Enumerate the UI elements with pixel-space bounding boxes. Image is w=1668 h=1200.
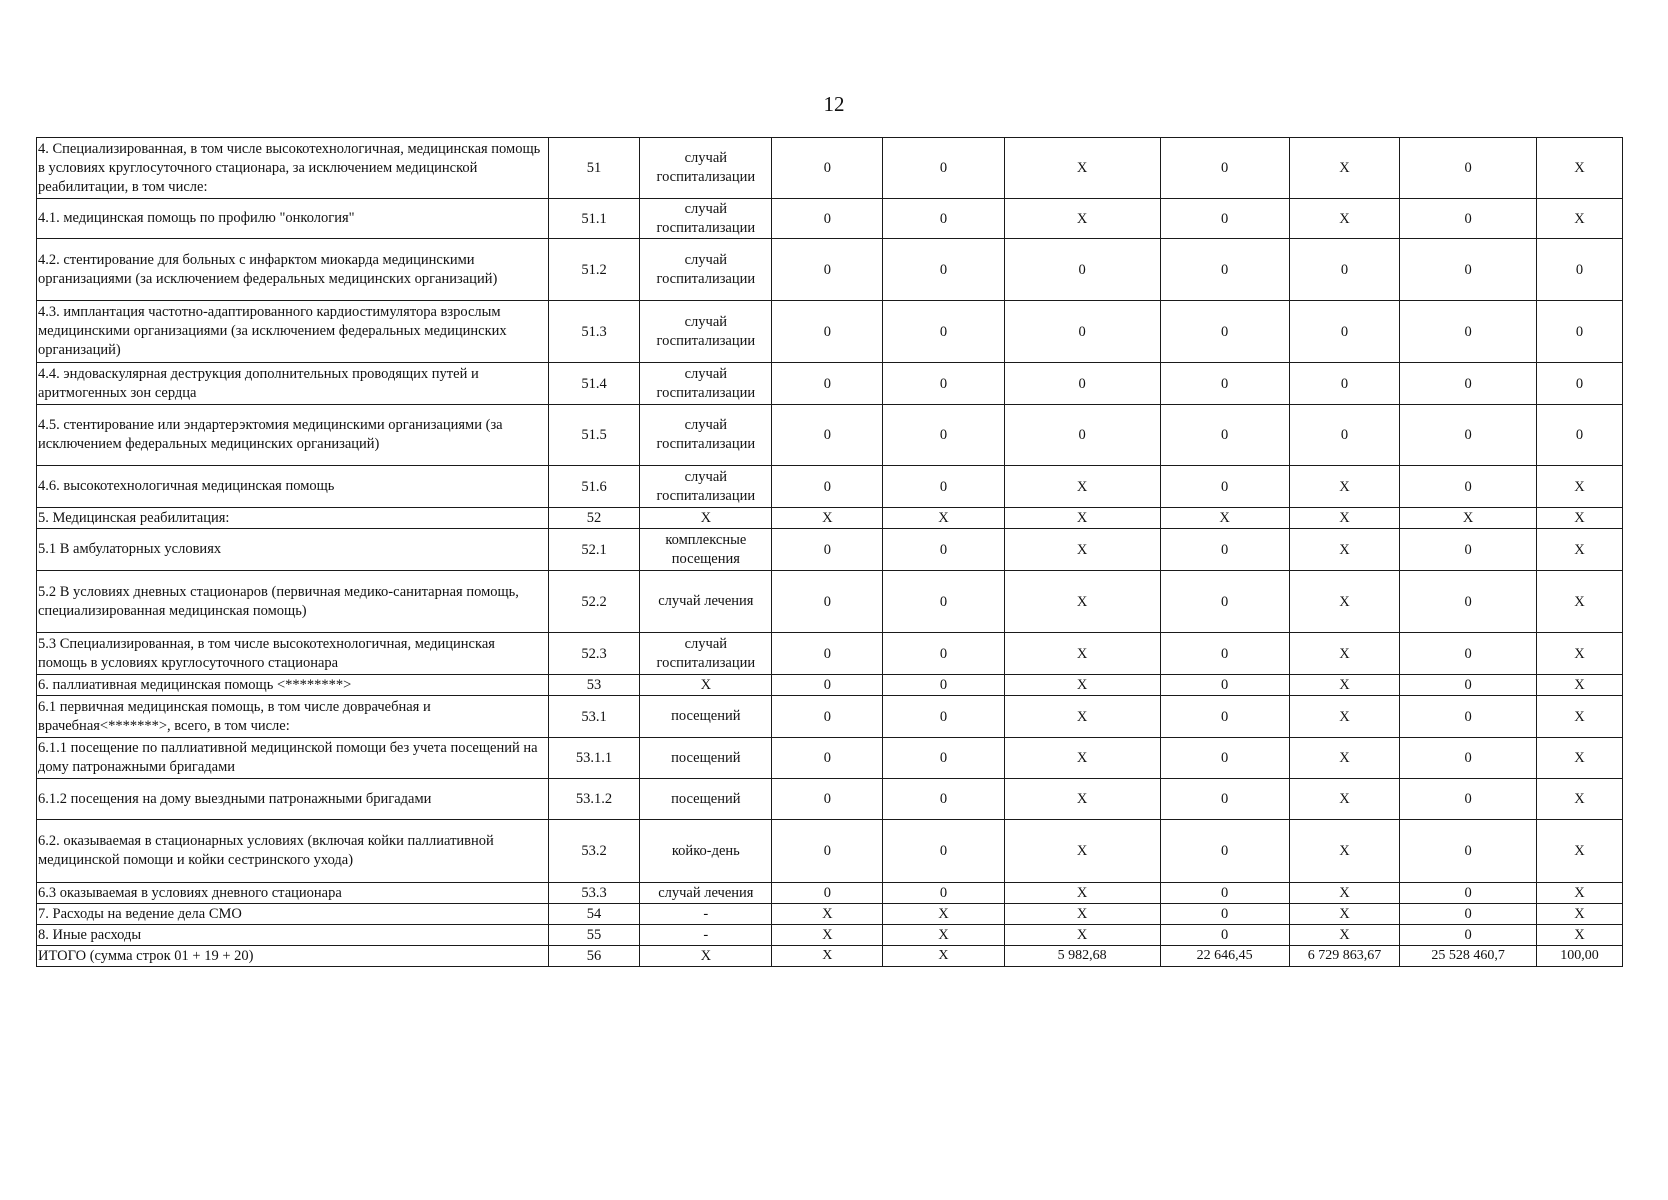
value-cell: Х <box>1004 696 1160 738</box>
value-cell: Х <box>1289 738 1400 779</box>
value-cell: Х <box>1289 904 1400 925</box>
value-cell: 0 <box>1400 529 1537 571</box>
value-cell: 0 <box>772 571 883 633</box>
value-cell: Х <box>1289 571 1400 633</box>
value-cell: 0 <box>883 405 1005 466</box>
table-row <box>37 405 1623 466</box>
value-cell: 0 <box>1160 696 1289 738</box>
table-row <box>37 633 1623 675</box>
table-row <box>37 738 1623 779</box>
value-cell: 0 <box>883 571 1005 633</box>
value-cell: 0 <box>883 199 1005 239</box>
value-cell: Х <box>1536 529 1622 571</box>
row-name-cell: 4.6. высокотехнологичная медицинская помощь <box>37 466 549 508</box>
unit-cell: случай госпитализации <box>640 405 772 466</box>
value-cell: 0 <box>1160 529 1289 571</box>
value-cell: Х <box>1536 904 1622 925</box>
value-cell: Х <box>1004 466 1160 508</box>
row-name-cell: 4.3. имплантация частотно-адаптированного кардиостимулятора взрослым медицинскими организациями (за исключением федеральных медицинских организаций) <box>37 301 549 363</box>
table-row <box>37 301 1623 363</box>
unit-cell: случай лечения <box>640 571 772 633</box>
value-cell: Х <box>1289 529 1400 571</box>
value-cell: Х <box>1004 925 1160 946</box>
value-cell: 0 <box>883 466 1005 508</box>
value-cell: Х <box>1289 466 1400 508</box>
unit-cell: Х <box>640 675 772 696</box>
value-cell: 0 <box>1160 883 1289 904</box>
table-row <box>37 571 1623 633</box>
line-number-cell: 51 <box>548 138 639 199</box>
unit-cell: случай лечения <box>640 883 772 904</box>
value-cell: Х <box>1289 779 1400 820</box>
value-cell: 0 <box>883 779 1005 820</box>
value-cell: 0 <box>883 738 1005 779</box>
value-cell: Х <box>1536 675 1622 696</box>
value-cell: 0 <box>1160 675 1289 696</box>
value-cell: 0 <box>772 779 883 820</box>
value-cell: 0 <box>772 529 883 571</box>
value-cell: 0 <box>883 529 1005 571</box>
value-cell: 0 <box>772 405 883 466</box>
line-number-cell: 53.2 <box>548 820 639 883</box>
value-cell: Х <box>1004 820 1160 883</box>
value-cell: Х <box>1536 138 1622 199</box>
row-name-cell: 6.1.2 посещения на дому выездными патронажными бригадами <box>37 779 549 820</box>
value-cell: 0 <box>772 466 883 508</box>
value-cell: 0 <box>772 696 883 738</box>
value-cell: 0 <box>1160 239 1289 301</box>
value-cell: 0 <box>883 820 1005 883</box>
value-cell: Х <box>1536 883 1622 904</box>
value-cell: Х <box>1004 633 1160 675</box>
unit-cell: случай госпитализации <box>640 633 772 675</box>
value-cell: 0 <box>1160 904 1289 925</box>
value-cell: Х <box>1289 925 1400 946</box>
unit-cell: - <box>640 925 772 946</box>
value-cell: Х <box>1536 466 1622 508</box>
table-body <box>37 138 1623 967</box>
line-number-cell: 52.2 <box>548 571 639 633</box>
value-cell: Х <box>1536 508 1622 529</box>
value-cell: Х <box>883 508 1005 529</box>
value-cell: Х <box>1289 696 1400 738</box>
row-name-cell: 5.2 В условиях дневных стационаров (первичная медико-санитарная помощь, специализированная медицинская помощь) <box>37 571 549 633</box>
unit-cell: посещений <box>640 779 772 820</box>
line-number-cell: 56 <box>548 946 639 967</box>
value-cell: Х <box>1004 571 1160 633</box>
value-cell: Х <box>1289 675 1400 696</box>
value-cell: 0 <box>1400 738 1537 779</box>
value-cell: 0 <box>1400 696 1537 738</box>
line-number-cell: 54 <box>548 904 639 925</box>
value-cell: Х <box>1004 883 1160 904</box>
row-name-cell: 7. Расходы на ведение дела СМО <box>37 904 549 925</box>
value-cell: Х <box>1004 779 1160 820</box>
value-cell: 0 <box>1004 363 1160 405</box>
row-name-cell: ИТОГО (сумма строк 01 + 19 + 20) <box>37 946 549 967</box>
value-cell: 0 <box>1289 405 1400 466</box>
line-number-cell: 52.3 <box>548 633 639 675</box>
value-cell: Х <box>1536 925 1622 946</box>
unit-cell: Х <box>640 508 772 529</box>
row-name-cell: 4. Специализированная, в том числе высокотехнологичная, медицинская помощь в условиях круглосуточного стационара, за исключением медицинской реабилитации, в том числе: <box>37 138 549 199</box>
value-cell: Х <box>1536 633 1622 675</box>
value-cell: 0 <box>1400 405 1537 466</box>
value-cell: 0 <box>1289 239 1400 301</box>
unit-cell: посещений <box>640 696 772 738</box>
table-row <box>37 363 1623 405</box>
value-cell: 0 <box>1400 199 1537 239</box>
line-number-cell: 53.1 <box>548 696 639 738</box>
value-cell: 0 <box>883 138 1005 199</box>
value-cell: Х <box>1536 820 1622 883</box>
value-cell: 0 <box>883 633 1005 675</box>
value-cell: 0 <box>772 675 883 696</box>
line-number-cell: 53.1.1 <box>548 738 639 779</box>
value-cell: 0 <box>1004 239 1160 301</box>
value-cell: Х <box>1004 508 1160 529</box>
value-cell: Х <box>1004 675 1160 696</box>
value-cell: Х <box>1289 199 1400 239</box>
unit-cell: - <box>640 904 772 925</box>
value-cell: Х <box>772 946 883 967</box>
row-name-cell: 4.4. эндоваскулярная деструкция дополнительных проводящих путей и аритмогенных зон сердца <box>37 363 549 405</box>
unit-cell: комплексные посещения <box>640 529 772 571</box>
value-cell: Х <box>1289 633 1400 675</box>
value-cell: Х <box>1004 904 1160 925</box>
value-cell: 0 <box>1160 820 1289 883</box>
value-cell: 0 <box>883 696 1005 738</box>
unit-cell: случай госпитализации <box>640 466 772 508</box>
unit-cell: случай госпитализации <box>640 199 772 239</box>
value-cell: 0 <box>772 199 883 239</box>
line-number-cell: 51.4 <box>548 363 639 405</box>
row-name-cell: 6.3 оказываемая в условиях дневного стационара <box>37 883 549 904</box>
value-cell: 0 <box>1160 779 1289 820</box>
value-cell: 0 <box>1289 363 1400 405</box>
table-row <box>37 529 1623 571</box>
value-cell: 0 <box>1400 675 1537 696</box>
value-cell: Х <box>1536 571 1622 633</box>
value-cell: Х <box>1536 738 1622 779</box>
line-number-cell: 51.5 <box>548 405 639 466</box>
data-table <box>36 137 1623 967</box>
table-row <box>37 239 1623 301</box>
value-cell: 0 <box>772 301 883 363</box>
value-cell: 0 <box>1400 363 1537 405</box>
row-name-cell: 6.1.1 посещение по паллиативной медицинской помощи без учета посещений на дому патронажными бригадами <box>37 738 549 779</box>
value-cell: 0 <box>1160 138 1289 199</box>
table-row <box>37 779 1623 820</box>
table-row <box>37 820 1623 883</box>
value-cell: Х <box>1004 529 1160 571</box>
unit-cell: случай госпитализации <box>640 138 772 199</box>
line-number-cell: 53.3 <box>548 883 639 904</box>
page-number: 12 <box>823 92 845 116</box>
value-cell: Х <box>883 946 1005 967</box>
table-row <box>37 904 1623 925</box>
value-cell: Х <box>1289 508 1400 529</box>
value-cell: Х <box>1004 738 1160 779</box>
line-number-cell: 52 <box>548 508 639 529</box>
row-name-cell: 4.5. стентирование или эндартерэктомия медицинскими организациями (за исключением федеральных медицинских организаций) <box>37 405 549 466</box>
value-cell: Х <box>772 904 883 925</box>
value-cell: 0 <box>1536 363 1622 405</box>
value-cell: 0 <box>1160 363 1289 405</box>
value-cell: Х <box>1289 820 1400 883</box>
line-number-cell: 53 <box>548 675 639 696</box>
value-cell: 0 <box>1400 239 1537 301</box>
value-cell: 0 <box>772 239 883 301</box>
table-row <box>37 946 1623 967</box>
value-cell: Х <box>883 925 1005 946</box>
value-cell: 6 729 863,67 <box>1289 946 1400 967</box>
value-cell: 0 <box>772 820 883 883</box>
value-cell: 0 <box>772 738 883 779</box>
value-cell: 0 <box>1400 466 1537 508</box>
row-name-cell: 5. Медицинская реабилитация: <box>37 508 549 529</box>
value-cell: Х <box>1289 883 1400 904</box>
row-name-cell: 4.1. медицинская помощь по профилю "онкология" <box>37 199 549 239</box>
value-cell: 0 <box>772 138 883 199</box>
row-name-cell: 5.1 В амбулаторных условиях <box>37 529 549 571</box>
value-cell: 0 <box>1004 405 1160 466</box>
value-cell: 0 <box>1160 199 1289 239</box>
row-name-cell: 5.3 Специализированная, в том числе высокотехнологичная, медицинская помощь в условиях круглосуточного стационара <box>37 633 549 675</box>
row-name-cell: 6. паллиативная медицинская помощь <********> <box>37 675 549 696</box>
value-cell: 100,00 <box>1536 946 1622 967</box>
line-number-cell: 53.1.2 <box>548 779 639 820</box>
value-cell: 0 <box>883 363 1005 405</box>
value-cell: 0 <box>1004 301 1160 363</box>
value-cell: Х <box>1004 138 1160 199</box>
value-cell: 25 528 460,7 <box>1400 946 1537 967</box>
line-number-cell: 51.6 <box>548 466 639 508</box>
value-cell: 5 982,68 <box>1004 946 1160 967</box>
value-cell: 0 <box>1400 633 1537 675</box>
value-cell: 0 <box>1400 904 1537 925</box>
value-cell: 0 <box>1536 301 1622 363</box>
value-cell: 0 <box>1160 738 1289 779</box>
line-number-cell: 55 <box>548 925 639 946</box>
value-cell: 0 <box>883 675 1005 696</box>
value-cell: Х <box>1536 779 1622 820</box>
value-cell: 0 <box>1289 301 1400 363</box>
line-number-cell: 51.2 <box>548 239 639 301</box>
value-cell: 0 <box>1160 405 1289 466</box>
value-cell: 0 <box>1536 405 1622 466</box>
value-cell: 0 <box>1400 883 1537 904</box>
value-cell: 0 <box>772 633 883 675</box>
value-cell: Х <box>1289 138 1400 199</box>
row-name-cell: 8. Иные расходы <box>37 925 549 946</box>
value-cell: 22 646,45 <box>1160 946 1289 967</box>
table-row <box>37 696 1623 738</box>
value-cell: 0 <box>1400 571 1537 633</box>
line-number-cell: 52.1 <box>548 529 639 571</box>
row-name-cell: 6.1 первичная медицинская помощь, в том числе доврачебная и врачебная<*******>, всего, в том числе: <box>37 696 549 738</box>
table-row <box>37 508 1623 529</box>
value-cell: Х <box>772 925 883 946</box>
value-cell: 0 <box>883 883 1005 904</box>
value-cell: 0 <box>1400 138 1537 199</box>
value-cell: 0 <box>1160 925 1289 946</box>
unit-cell: Х <box>640 946 772 967</box>
table-row <box>37 675 1623 696</box>
value-cell: 0 <box>1400 925 1537 946</box>
value-cell: 0 <box>1160 466 1289 508</box>
value-cell: Х <box>1160 508 1289 529</box>
value-cell: Х <box>772 508 883 529</box>
table-row <box>37 199 1623 239</box>
value-cell: 0 <box>1536 239 1622 301</box>
unit-cell: случай госпитализации <box>640 239 772 301</box>
value-cell: 0 <box>883 301 1005 363</box>
row-name-cell: 6.2. оказываемая в стационарных условиях (включая койки паллиативной медицинской помощи и койки сестринского ухода) <box>37 820 549 883</box>
unit-cell: койко-день <box>640 820 772 883</box>
value-cell: 0 <box>883 239 1005 301</box>
value-cell: Х <box>883 904 1005 925</box>
line-number-cell: 51.1 <box>548 199 639 239</box>
table-row <box>37 466 1623 508</box>
value-cell: 0 <box>1400 820 1537 883</box>
value-cell: Х <box>1536 199 1622 239</box>
value-cell: 0 <box>1400 301 1537 363</box>
value-cell: 0 <box>1160 571 1289 633</box>
table-row <box>37 925 1623 946</box>
value-cell: Х <box>1536 696 1622 738</box>
value-cell: 0 <box>1160 301 1289 363</box>
table-row <box>37 138 1623 199</box>
line-number-cell: 51.3 <box>548 301 639 363</box>
value-cell: 0 <box>1400 779 1537 820</box>
value-cell: 0 <box>772 363 883 405</box>
unit-cell: случай госпитализации <box>640 363 772 405</box>
value-cell: 0 <box>1160 633 1289 675</box>
value-cell: 0 <box>772 883 883 904</box>
value-cell: Х <box>1004 199 1160 239</box>
value-cell: Х <box>1400 508 1537 529</box>
unit-cell: посещений <box>640 738 772 779</box>
unit-cell: случай госпитализации <box>640 301 772 363</box>
table-row <box>37 883 1623 904</box>
row-name-cell: 4.2. стентирование для больных с инфарктом миокарда медицинскими организациями (за исключением федеральных медицинских организаций) <box>37 239 549 301</box>
